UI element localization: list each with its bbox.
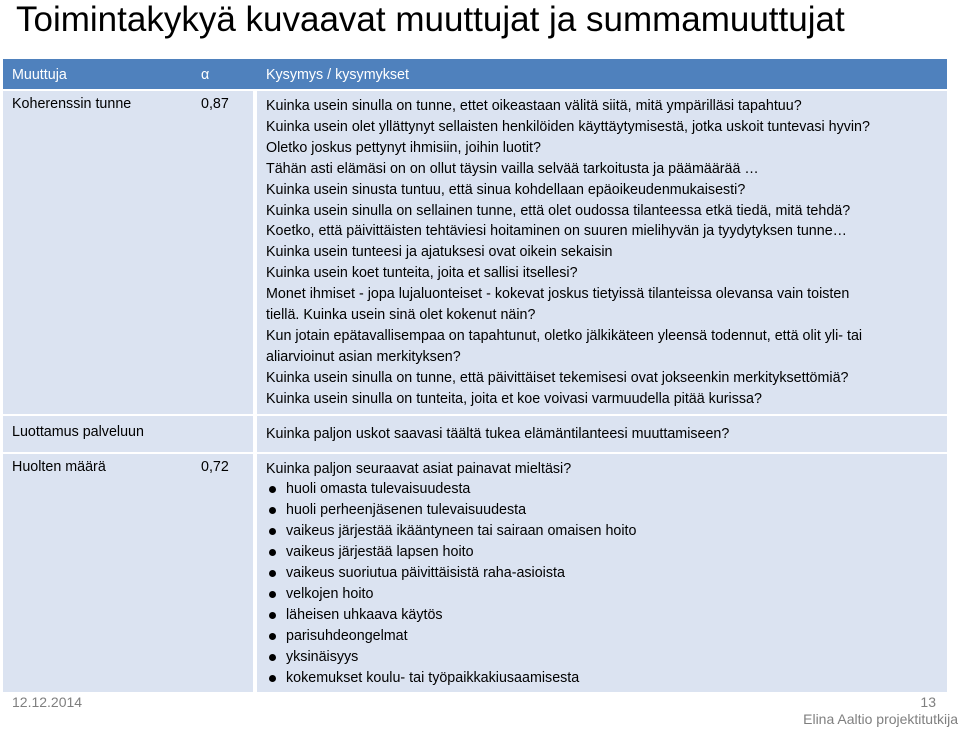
slide-title: Toimintakykyä kuvaavat muuttujat ja summamuuttujat [16, 0, 845, 39]
question-line: Kuinka usein olet yllättynyt sellaisten henkilöiden käyttäytymisestä, jotka uskoit tuntevasi hyvin? [266, 118, 870, 135]
bullet-icon [269, 612, 276, 619]
question-line: Kuinka paljon uskot saavasi täältä tukea elämäntilanteesi muuttamiseen? [266, 425, 730, 442]
bullet-icon [269, 486, 276, 493]
worries-list [266, 479, 947, 688]
list-item: vaikeus järjestää ikääntyneen tai sairaan omaisen hoito [266, 521, 947, 542]
alpha-value: 0,87 [192, 91, 253, 414]
question-line: Koetko, että päivittäisten tehtäviesi hoitaminen on suuren mielihyvän ja tyydytyksen tunne… [266, 223, 847, 240]
footer-date: 12.12.2014 [12, 694, 83, 710]
variables-table [3, 57, 947, 694]
list-item: vaikeus järjestää lapsen hoito [266, 542, 947, 563]
list-item: huoli omasta tulevaisuudesta [266, 479, 947, 500]
list-item: läheisen uhkaava käytös [266, 605, 947, 626]
question-line: Kuinka usein sinulla on tunne, että päivittäiset tekemisesi ovat jokseenkin merkityksettömiä? [266, 369, 849, 386]
table-header-row [3, 59, 947, 89]
question-line: Kuinka usein sinulla on tunne, ettet oikeastaan välitä siitä, mitä ympärilläsi tapahtuu? [266, 98, 802, 114]
variable-name: Huolten määrä [3, 454, 192, 693]
table-row [3, 91, 947, 414]
bullet-icon [269, 507, 276, 514]
bullet-icon [269, 549, 276, 556]
alpha-value [192, 416, 253, 452]
question-line: Kuinka usein tunteesi ja ajatuksesi ovat oikein sekaisin [266, 244, 613, 261]
question-line: Kun jotain epätavallisempaa on tapahtunut, oletko jälkikäteen yleensä todennut, että olit yli- tai [266, 327, 863, 344]
table-row [3, 416, 947, 452]
question-line: Kuinka usein sinulla on sellainen tunne, että olet oudossa tilanteessa etkä tiedä, mitä tehdä? [266, 202, 851, 219]
variable-name: Luottamus palveluun [3, 416, 192, 452]
question-line: Monet ihmiset - jopa lujaluonteiset - kokevat joskus tietyissä tilanteissa olevansa vain toisten [266, 286, 850, 303]
bullet-icon [269, 528, 276, 535]
bullet-icon [269, 570, 276, 577]
question-line: Oletko joskus pettynyt ihmisiin, joihin luotit? [266, 139, 541, 156]
bullet-icon [269, 654, 276, 661]
question-line: aliarvioinut asian merkityksen? [266, 348, 461, 365]
header-questions: Kysymys / kysymykset [257, 59, 947, 89]
question-line: Tähän asti elämäsi on on ollut täysin vailla selvää tarkoitusta ja päämäärää … [266, 160, 759, 177]
variable-name: Koherenssin tunne [3, 91, 192, 414]
questions-cell [257, 91, 947, 414]
bullet-icon [269, 675, 276, 682]
list-item: parisuhdeongelmat [266, 626, 947, 647]
table-row [3, 454, 947, 693]
list-item: huoli perheenjäsenen tulevaisuudesta [266, 500, 947, 521]
list-item: kokemukset koulu- tai työpaikkakiusaamisesta [266, 668, 947, 689]
header-alpha: α [192, 59, 253, 89]
questions-cell [257, 454, 947, 693]
question-line: Kuinka usein sinulla on tunteita, joita et koe voivasi varmuudella pitää kurissa? [266, 390, 762, 407]
footer-author: Elina Aaltio projektitutkija [803, 711, 958, 727]
list-item: velkojen hoito [266, 584, 947, 605]
bullet-icon [269, 633, 276, 640]
bullet-icon [269, 591, 276, 598]
questions-cell [257, 416, 947, 452]
page-number: 13 [920, 694, 936, 710]
alpha-value: 0,72 [192, 454, 253, 693]
question-line: Kuinka paljon seuraavat asiat painavat mieltäsi? [266, 460, 572, 477]
list-item: vaikeus suoriutua päivittäisistä raha-asioista [266, 563, 947, 584]
question-line: tiellä. Kuinka usein sinä olet kokenut näin? [266, 307, 536, 324]
question-line: Kuinka usein koet tunteita, joita et sallisi itsellesi? [266, 265, 578, 282]
list-item: yksinäisyys [266, 647, 947, 668]
header-variable: Muuttuja [3, 59, 192, 89]
question-line: Kuinka usein sinusta tuntuu, että sinua kohdellaan epäoikeudenmukaisesti? [266, 181, 746, 198]
